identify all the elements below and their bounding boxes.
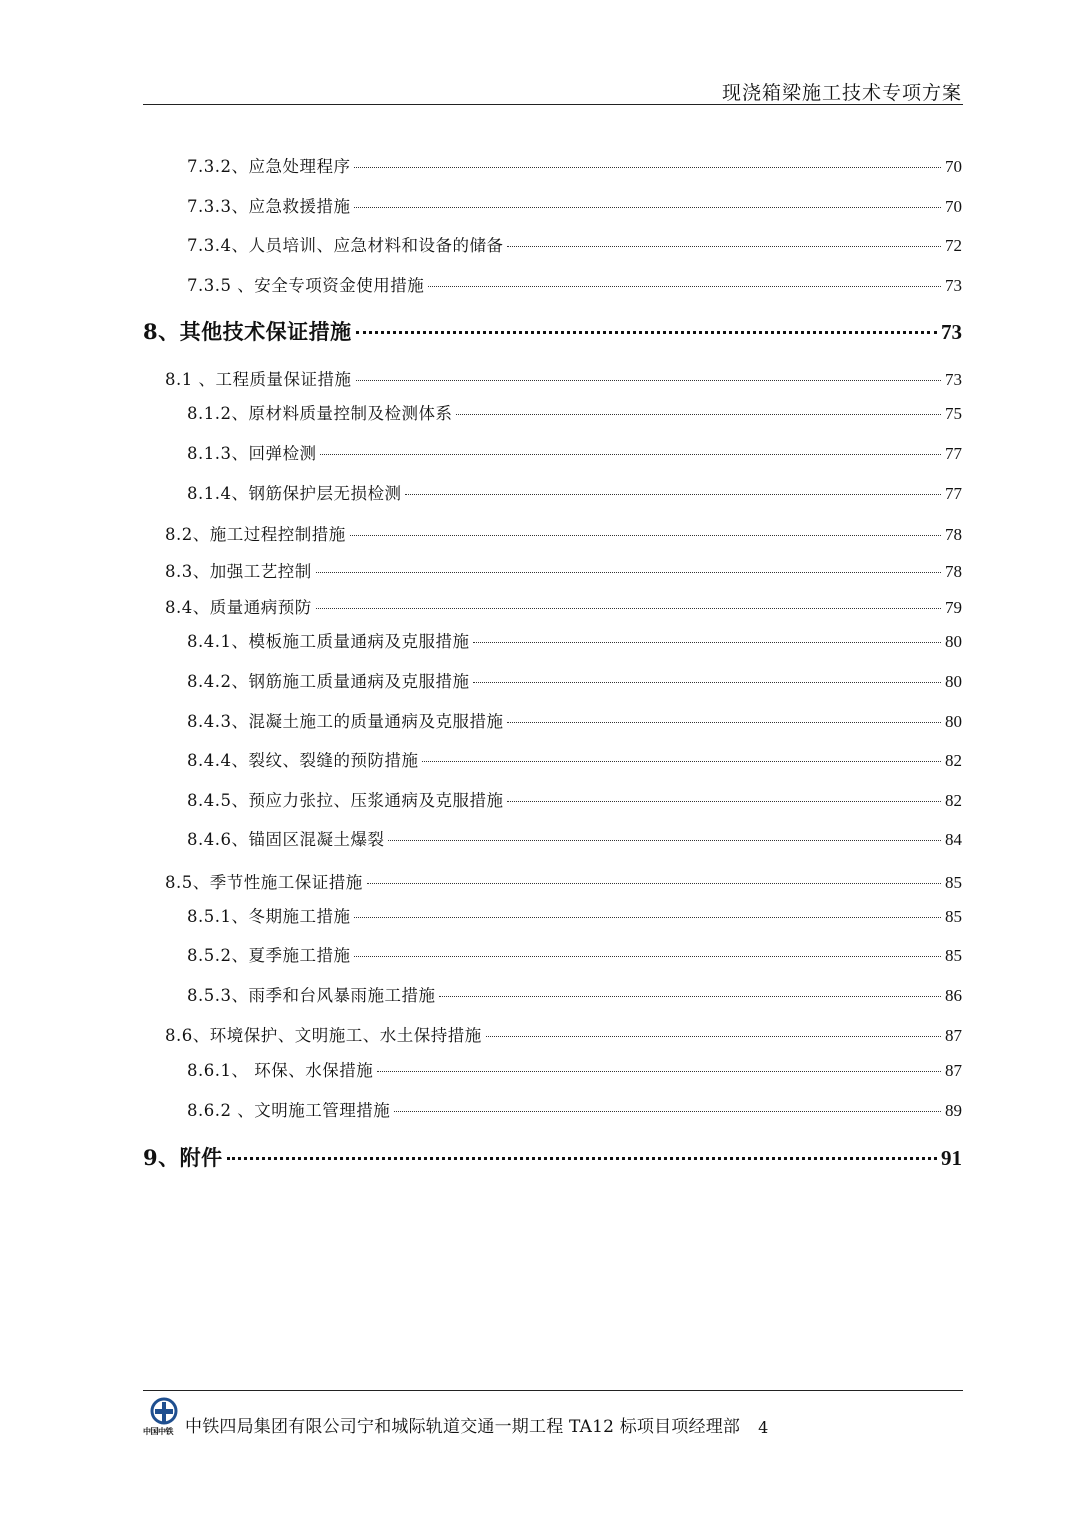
toc-dot-leader bbox=[356, 380, 942, 381]
toc-entry bbox=[165, 366, 962, 390]
toc-entry bbox=[143, 316, 962, 346]
crec-logo-icon bbox=[149, 1397, 179, 1429]
toc-entry bbox=[187, 628, 962, 652]
logo-caption: 中国中铁 bbox=[143, 1427, 173, 1436]
toc-entry-page: 73 bbox=[945, 276, 962, 295]
toc-entry-label: 8.2、施工过程控制措施 bbox=[165, 525, 346, 544]
toc-entry bbox=[187, 903, 962, 927]
toc-entry-page: 86 bbox=[945, 986, 962, 1005]
toc-entry bbox=[187, 826, 962, 850]
toc-dot-leader bbox=[473, 682, 941, 683]
toc-entry bbox=[187, 480, 962, 504]
toc-entry-page: 87 bbox=[945, 1061, 962, 1080]
toc-entry bbox=[143, 1142, 962, 1172]
toc-entry-label: 8.1.4、钢筋保护层无损检测 bbox=[187, 484, 402, 503]
toc-entry-page: 80 bbox=[945, 672, 962, 691]
toc-entry-label: 8、其他技术保证措施 bbox=[143, 319, 352, 344]
toc-entry-page: 78 bbox=[945, 562, 962, 581]
toc-entry-page: 85 bbox=[945, 946, 962, 965]
toc-entry bbox=[165, 594, 962, 618]
toc-dot-leader bbox=[422, 761, 941, 762]
toc-dot-leader bbox=[439, 996, 941, 997]
toc-entry bbox=[187, 708, 962, 732]
toc-dot-leader bbox=[354, 917, 941, 918]
toc-entry-label: 8.4.4、裂纹、裂缝的预防措施 bbox=[187, 751, 419, 770]
toc-entry-label: 8.3、加强工艺控制 bbox=[165, 562, 312, 581]
toc-entry-label: 8.5.3、雨季和台风暴雨施工措施 bbox=[187, 986, 436, 1005]
toc-entry-page: 80 bbox=[945, 712, 962, 731]
toc-entry-label: 7.3.2、应急处理程序 bbox=[187, 157, 351, 176]
toc-entry-page: 85 bbox=[945, 873, 962, 892]
toc-dot-leader bbox=[316, 572, 941, 573]
toc-entry-page: 82 bbox=[945, 751, 962, 770]
footer-divider bbox=[143, 1390, 963, 1391]
toc-entry bbox=[187, 153, 962, 177]
toc-entry bbox=[187, 232, 962, 256]
toc-entry-label: 8.6.2 、文明施工管理措施 bbox=[187, 1101, 391, 1120]
toc-entry-page: 73 bbox=[941, 320, 962, 344]
toc-entry-page: 80 bbox=[945, 632, 962, 651]
toc-entry bbox=[187, 193, 962, 217]
toc-dot-leader bbox=[350, 535, 941, 536]
toc-entry bbox=[187, 440, 962, 464]
toc-entry-label: 8.1 、工程质量保证措施 bbox=[165, 370, 352, 389]
toc-entry-page: 84 bbox=[945, 830, 962, 849]
toc-entry-page: 77 bbox=[945, 484, 962, 503]
toc-entry-label: 8.4、质量通病预防 bbox=[165, 598, 312, 617]
toc-dot-leader bbox=[320, 454, 941, 455]
toc-dot-leader bbox=[227, 1157, 937, 1160]
toc-entry-label: 8.6.1、 环保、水保措施 bbox=[187, 1061, 374, 1080]
toc-entry-page: 73 bbox=[945, 370, 962, 389]
page-footer bbox=[143, 1393, 768, 1439]
toc-entry-label: 8.5.1、冬期施工措施 bbox=[187, 907, 351, 926]
toc-dot-leader bbox=[507, 801, 941, 802]
toc-entry bbox=[187, 668, 962, 692]
toc-entry-page: 82 bbox=[945, 791, 962, 810]
toc-dot-leader bbox=[486, 1036, 941, 1037]
toc-entry-label: 8.4.2、钢筋施工质量通病及克服措施 bbox=[187, 672, 470, 691]
toc-dot-leader bbox=[507, 246, 941, 247]
toc-entry-label: 8.4.1、模板施工质量通病及克服措施 bbox=[187, 632, 470, 651]
toc-entry bbox=[187, 942, 962, 966]
company-logo bbox=[143, 1397, 183, 1439]
toc-entry bbox=[187, 1097, 962, 1121]
toc-dot-leader bbox=[354, 167, 941, 168]
toc-entry-page: 72 bbox=[945, 236, 962, 255]
running-header-title: 现浇箱梁施工技术专项方案 bbox=[721, 82, 962, 104]
toc-entry-label: 8.4.6、锚固区混凝土爆裂 bbox=[187, 830, 385, 849]
toc-dot-leader bbox=[367, 883, 941, 884]
toc-entry bbox=[187, 982, 962, 1006]
toc-entry bbox=[187, 787, 962, 811]
toc-entry-page: 77 bbox=[945, 444, 962, 463]
toc-entry-page: 75 bbox=[945, 404, 962, 423]
toc-entry-label: 9、附件 bbox=[143, 1145, 223, 1170]
page-number: 4 bbox=[758, 1418, 769, 1437]
toc-entry-page: 70 bbox=[945, 157, 962, 176]
toc-entry bbox=[187, 272, 962, 296]
toc-entry-label: 7.3.3、应急救援措施 bbox=[187, 197, 351, 216]
toc-dot-leader bbox=[354, 207, 941, 208]
toc-entry-page: 87 bbox=[945, 1026, 962, 1045]
toc-entry-page: 91 bbox=[941, 1146, 962, 1170]
toc-entry bbox=[187, 747, 962, 771]
toc-dot-leader bbox=[377, 1071, 941, 1072]
toc-entry-label: 8.1.2、原材料质量控制及检测体系 bbox=[187, 404, 453, 423]
toc-entry bbox=[165, 1022, 962, 1046]
toc-entry bbox=[187, 400, 962, 424]
toc-dot-leader bbox=[405, 494, 941, 495]
toc-entry-label: 8.5.2、夏季施工措施 bbox=[187, 946, 351, 965]
toc-dot-leader bbox=[456, 414, 941, 415]
toc-entry-label: 8.4.5、预应力张拉、压浆通病及克服措施 bbox=[187, 791, 504, 810]
toc-entry-label: 8.6、环境保护、文明施工、水土保持措施 bbox=[165, 1026, 482, 1045]
toc-dot-leader bbox=[473, 642, 941, 643]
toc-entry bbox=[187, 1057, 962, 1081]
toc-entry-label: 8.5、季节性施工保证措施 bbox=[165, 873, 363, 892]
toc-entry-page: 79 bbox=[945, 598, 962, 617]
toc-entry-page: 78 bbox=[945, 525, 962, 544]
toc-entry bbox=[165, 558, 962, 582]
toc-dot-leader bbox=[388, 840, 941, 841]
toc-entry-label: 7.3.5 、安全专项资金使用措施 bbox=[187, 276, 425, 295]
toc-entry bbox=[165, 521, 962, 545]
toc-dot-leader bbox=[354, 956, 941, 957]
toc-dot-leader bbox=[507, 722, 941, 723]
toc-entry-page: 85 bbox=[945, 907, 962, 926]
toc-dot-leader bbox=[316, 608, 941, 609]
toc-dot-leader bbox=[394, 1111, 941, 1112]
toc-dot-leader bbox=[356, 331, 937, 334]
toc-entry bbox=[165, 869, 962, 893]
toc-entry-label: 8.4.3、混凝土施工的质量通病及克服措施 bbox=[187, 712, 504, 731]
toc-entry-page: 70 bbox=[945, 197, 962, 216]
toc-entry-label: 7.3.4、人员培训、应急材料和设备的储备 bbox=[187, 236, 504, 255]
footer-organization: 中铁四局集团有限公司宁和城际轨道交通一期工程 TA12 标项目项经理部 bbox=[185, 1417, 741, 1437]
toc-dot-leader bbox=[428, 286, 941, 287]
toc-entry-label: 8.1.3、回弹检测 bbox=[187, 444, 317, 463]
toc-entry-page: 89 bbox=[945, 1101, 962, 1120]
